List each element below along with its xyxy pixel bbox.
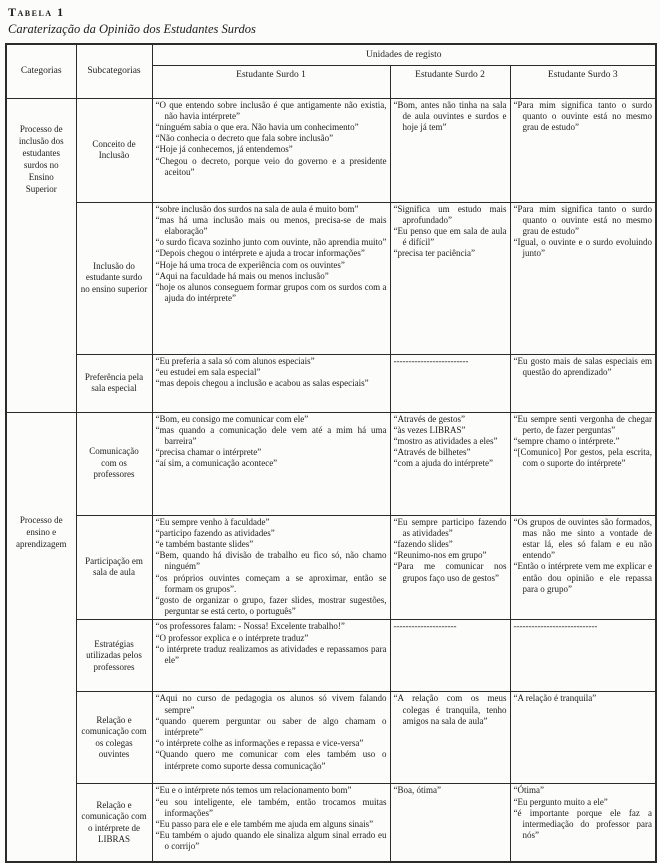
table-row — [6, 515, 656, 620]
quote-text: ---------------------------- — [513, 621, 598, 632]
table-row — [6, 692, 656, 784]
quote-text: “fazendo slides” — [393, 538, 453, 549]
quote-cell-es2 — [390, 354, 510, 412]
quote-cell-es1 — [152, 354, 390, 412]
quote-text: “mas depois chegou a inclusão e acabou as salas especiais” — [155, 377, 369, 388]
quote-text: “Eu pergunto muito a ele” — [513, 796, 608, 807]
data-table — [5, 43, 657, 863]
quote-text: “hoje os alunos conseguem formar grupos com os surdos com a ajuda do intérprete” — [155, 281, 387, 304]
col-header-categorias: Categorias — [6, 44, 76, 98]
table-row — [6, 784, 656, 862]
quote-text: “gosto de organizar o grupo, fazer slides, mostrar sugestões, perguntar se está certo, o português” — [155, 594, 387, 617]
quote-text: “Igual, o ouvinte e o surdo evoluindo junto” — [513, 237, 653, 259]
quote-text: “Não conhecia o decreto que fala sobre inclusão” — [155, 133, 334, 144]
quote-cell-es3 — [510, 692, 656, 784]
quote-text: “precisa chamar o intérprete” — [155, 447, 262, 458]
quote-text: “ninguém sabia o que era. Não havia um conhecimento” — [155, 121, 359, 132]
subcategory-cell: Comunicação com os professores — [76, 412, 152, 515]
quote-text: “Eu penso que em sala de aula é difícil” — [393, 225, 507, 248]
col-header-estudante-surdo-1: Estudante Surdo 1 — [152, 65, 390, 98]
subcategory-cell: Conceito de Inclusão — [76, 98, 152, 202]
quote-text: “Aqui na faculdade há mais ou menos inclusão” — [155, 270, 329, 281]
quote-cell-es1 — [152, 515, 390, 620]
quote-text: “sempre chamo o intérprete.” — [513, 435, 620, 446]
quote-text: “sobre inclusão dos surdos na sala de aula é muito bom” — [155, 203, 359, 214]
quote-text: “aí sim, a comunicação acontece” — [155, 458, 278, 469]
quote-cell-es2 — [390, 515, 510, 620]
subcategory-cell: Estratégias utilizadas pelos professores — [76, 620, 152, 692]
quote-cell-es1 — [152, 98, 390, 202]
quote-cell-es3 — [510, 98, 656, 202]
quote-cell-es1 — [152, 784, 390, 862]
quote-text: “às vezes LIBRAS” — [393, 424, 466, 435]
quote-text: “Bem, quando há divisão de trabalho eu fico só, não chamo ninguém” — [155, 550, 387, 572]
quote-cell-es3 — [510, 515, 656, 620]
quote-text: “A relação com os meus colegas é tranquila, tenho amigos na sala de aula” — [393, 693, 507, 726]
quote-cell-es1 — [152, 412, 390, 515]
quote-cell-es3 — [510, 412, 656, 515]
quote-cell-es1 — [152, 202, 390, 354]
quote-text: “eu estudei em sala especial” — [155, 366, 261, 377]
quote-text: “Chegou o decreto, porque veio do governo e a presidente aceitou” — [155, 155, 387, 177]
quote-text: “quando querem perguntar ou saber de algo chamam o intérprete” — [155, 715, 387, 737]
quote-text: “Eu gosto mais de salas especiais em questão do aprendizado” — [513, 355, 653, 377]
quote-cell-es1 — [152, 692, 390, 784]
quote-text: “os professores falam: - Nossa! Excelente trabalho!” — [155, 621, 345, 632]
quote-text: “Eu sempre senti vergonha de chegar perto, de fazer perguntas” — [513, 413, 653, 435]
col-header-estudante-surdo-2: Estudante Surdo 2 — [390, 65, 510, 98]
quote-text: “mas há uma inclusão mais ou menos, precisa-se de mais elaboração” — [155, 214, 387, 236]
table-row — [6, 354, 656, 412]
quote-text: “e também bastante slides” — [155, 538, 254, 549]
quote-text: “Para mim significa tanto o surdo quanto o ouvinte está no mesmo grau de estudo” — [513, 99, 653, 132]
table-row — [6, 412, 656, 515]
quote-text: “precisa ter paciência” — [393, 248, 475, 259]
quote-text: “Hoje já conhecemos, já entendemos” — [155, 144, 293, 155]
quote-text: “Bom, antes não tinha na sala de aula ouvintes e surdos e hoje já tem” — [393, 99, 507, 132]
quote-text: “Eu e o intérprete nós temos um relacionamento bom” — [155, 785, 352, 796]
quote-text: “Reunimo-nos em grupo” — [393, 550, 487, 561]
category-cell: Processo de inclusão dos estudantes surdos no Ensino Superior — [6, 98, 76, 412]
quote-text: --------------------- — [393, 621, 457, 632]
quote-text: ------------------------- — [393, 355, 469, 366]
quote-cell-es3 — [510, 620, 656, 692]
quote-text: “o surdo ficava sozinho junto com ouvinte, não aprendia muito” — [155, 237, 387, 248]
quote-cell-es2 — [390, 784, 510, 862]
quote-text: “A relação é tranquila” — [513, 693, 597, 704]
quote-text: “Eu preferia a sala só com alunos especiais” — [155, 355, 315, 366]
quote-cell-es1 — [152, 620, 390, 692]
quote-text: “Boa, ótima” — [393, 785, 441, 796]
quote-text: “Quando quero me comunicar com eles também uso o intérprete como suporte dessa comunicação” — [155, 749, 387, 771]
quote-text: “Ótima” — [513, 785, 544, 796]
quote-cell-es2 — [390, 620, 510, 692]
category-cell: Processo de ensino e aprendizagem — [6, 412, 76, 862]
quote-cell-es3 — [510, 354, 656, 412]
quote-text: “Depois chegou o intérprete e ajuda a trocar informações” — [155, 248, 365, 259]
quote-text: “O professor explica e o intérprete traduz” — [155, 632, 309, 643]
quote-text: “Os grupos de ouvintes são formados, mas não me sinto a vontade de estar lá, eles só falam e eu não entendo” — [513, 516, 653, 561]
quote-text: “Através de bilhetes” — [393, 447, 471, 458]
quote-text: “Aqui no curso de pedagogia os alunos só vivem falando sempre” — [155, 693, 387, 715]
quote-text: “eu sou inteligente, ele também, então trocamos muitas informações” — [155, 796, 387, 818]
quote-text: “o intérprete traduz realizamos as atividades e repassamos para ele” — [155, 643, 387, 665]
quote-text: “Para me comunicar nos grupos faço uso de gestos” — [393, 561, 507, 583]
quote-text: “com a ajuda do intérprete” — [393, 458, 493, 469]
quote-text: “é importante porque ele faz a intermediação do professor para nós” — [513, 807, 653, 841]
quote-text: “Eu sempre participo fazendo as atividades” — [393, 516, 507, 538]
quote-cell-es2 — [390, 202, 510, 354]
table-row — [6, 620, 656, 692]
quote-text: “Então o intérprete vem me explicar e então dou opinião e ele repassa para o grupo” — [513, 561, 653, 594]
quote-text: “o intérprete colhe as informações e repassa e vice-versa” — [155, 738, 364, 749]
quote-cell-es3 — [510, 784, 656, 862]
table-header — [6, 44, 656, 98]
subcategory-cell: Relação e comunicação com o intérprete de LIBRAS — [76, 784, 152, 862]
quote-text: “participo fazendo as atividades” — [155, 527, 275, 538]
quote-text: “mostro as atividades a eles” — [393, 435, 498, 446]
table-caption: Caraterização da Opinião dos Estudantes Surdos — [8, 22, 256, 36]
quote-text: “mas quando a comunicação dele vem até a mim há uma barreira” — [155, 424, 387, 446]
quote-text: “Para mim significa tanto o surdo quanto o ouvinte está no mesmo grau de estudo” — [513, 203, 653, 236]
quote-text: “Bom, eu consigo me comunicar com ele” — [155, 413, 309, 424]
quote-cell-es2 — [390, 98, 510, 202]
subcategory-cell: Relação e comunicação com os colegas ouvintes — [76, 692, 152, 784]
col-header-unidades-de-registo: Unidades de registo — [152, 44, 656, 65]
quote-text: “O que entendo sobre inclusão é que antigamente não existia, não havia intérprete” — [155, 99, 387, 121]
quote-text: “[Comunico] Por gestos, pela escrita, com o suporte do intérprete” — [513, 447, 653, 469]
quote-text: “Eu passo para ele e ele também me ajuda em alguns sinais” — [155, 818, 374, 829]
quote-cell-es2 — [390, 412, 510, 515]
table-row — [6, 98, 656, 202]
table-body — [6, 98, 656, 862]
table-row — [6, 202, 656, 354]
subcategory-cell: Participação em sala de aula — [76, 515, 152, 620]
quote-text: “Significa um estudo mais aprofundado” — [393, 203, 507, 225]
table-number-title: Tabela 1 — [8, 5, 65, 19]
quote-cell-es2 — [390, 692, 510, 784]
quote-text: “Através de gestos” — [393, 413, 465, 424]
quote-text: “Eu também o ajudo quando ele sinaliza algum sinal errado eu o corrijo” — [155, 830, 387, 852]
subcategory-cell: Inclusão do estudante surdo no ensino superior — [76, 202, 152, 354]
quote-text: “Hoje há uma troca de experiência com os ouvintes” — [155, 259, 345, 270]
quote-cell-es3 — [510, 202, 656, 354]
subcategory-cell: Preferência pela sala especial — [76, 354, 152, 412]
col-header-estudante-surdo-3: Estudante Surdo 3 — [510, 65, 656, 98]
col-header-subcategorias: Subcategorias — [76, 44, 152, 98]
quote-text: “os próprios ouvintes começam a se aproximar, então se formam os grupos”. — [155, 572, 387, 594]
quote-text: “Eu sempre venho à faculdade” — [155, 516, 270, 527]
